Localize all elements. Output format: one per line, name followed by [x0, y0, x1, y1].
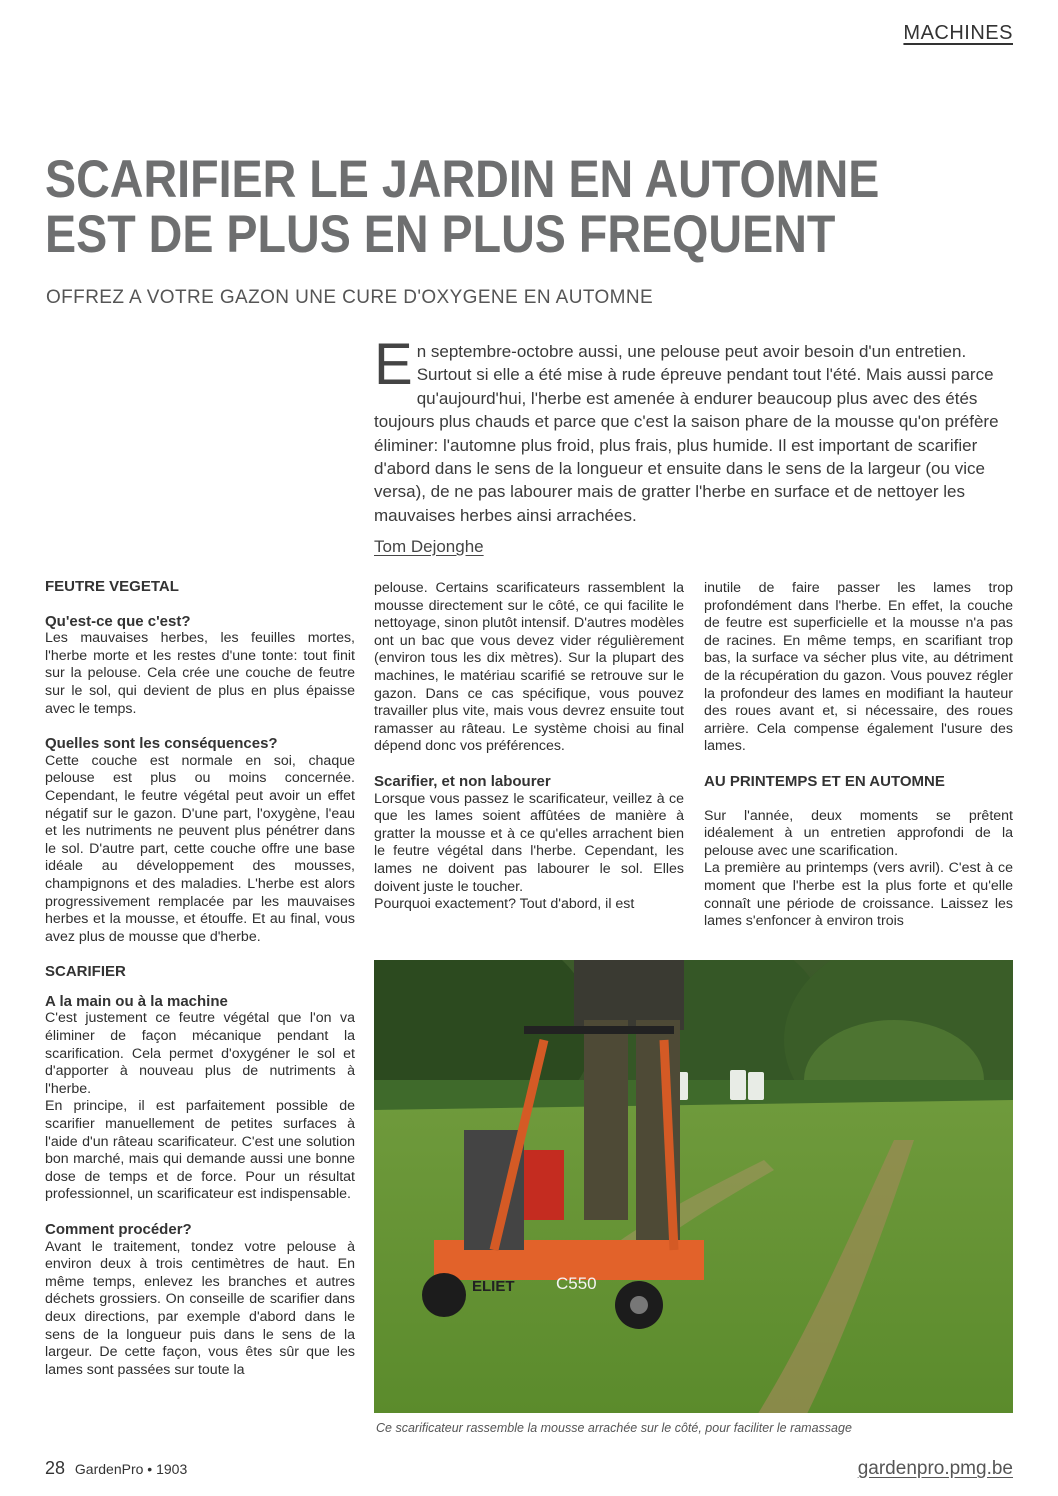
subheading-consequences: Quelles sont les conséquences? — [45, 735, 278, 753]
article-title — [45, 152, 879, 262]
page-number: 28 — [45, 1458, 66, 1478]
intro-text: n septembre-octobre aussi, une pelouse peut avoir besoin d'un entretien. Surtout si elle a été mise à rude épreuve pendant tout l'été. Mais aussi parce qu'aujourd'hui, l'herbe est amenée à endurer beaucoup plus avec des étés toujours plus chauds et parce que c'est la saison phare de la mousse qu'on préfère éliminer: l'automne plus froid, plus frais, plus humide. Il est important de scarifier d'abord dans le sens de la longueur et ensuite dans le sens de la largeur (ou vice versa), de ne pas labourer mais de gratter l'herbe en surface et de nettoyer les mauvaises herbes ainsi arrachées. — [374, 342, 999, 525]
machine-model-label: C550 — [556, 1274, 597, 1293]
paragraph: Sur l'année, deux moments se prêtent idéalement à un entretien approfondi de la pelouse avec une scarification. — [704, 807, 1013, 859]
intro-paragraph — [374, 332, 1010, 527]
footer-left — [45, 1458, 187, 1479]
article-subtitle: OFFREZ A VOTRE GAZON UNE CURE D'OXYGENE EN AUTOMNE — [46, 287, 654, 308]
paragraph: En principe, il est parfaitement possible de scarifier manuellement de petites surfaces à l'aide d'un râteau scarificateur. C'est une solution bon marché, mais qui demande aussi une bonne dose de temps et de force. Pour un résultat professionnel, un scarificateur est indispensable. — [45, 1098, 355, 1203]
subheading-comment-proceder: Comment procéder? — [45, 1221, 192, 1238]
scarifier-photo — [374, 960, 1013, 1413]
column-1 — [45, 578, 355, 1379]
paragraph: Pourquoi exactement? Tout d'abord, il est — [374, 896, 635, 913]
machine-brand-label: ELIET — [472, 1278, 515, 1295]
title-line-2: EST DE PLUS EN PLUS FREQUENT — [45, 205, 836, 264]
paragraph: La première au printemps (vers avril). C'est à ce moment que l'herbe est la plus forte et qu'elle connaît une période de croissance. Laissez les lames s'enfoncer à environ trois — [704, 860, 1013, 930]
heading-scarifier: SCARIFIER — [45, 963, 126, 981]
subheading-non-labourer: Scarifier, et non labourer — [374, 772, 551, 790]
heading-feutre-vegetal: FEUTRE VEGETAL — [45, 578, 179, 595]
paragraph: Lorsque vous passez le scarificateur, veillez à ce que les lames soient affûtées de manière à gratter la mousse et à ce qu'elles arrachent bien le feutre végétal dans l'herbe. Cependant, les lames ne doivent pas labourer le sol. Elles doivent juste le toucher. — [374, 790, 684, 895]
section-tag: MACHINES — [903, 22, 1013, 44]
magazine-issue: GardenPro • 1903 — [74, 1461, 188, 1477]
photo-caption: Ce scarificateur rassemble la mousse arrachée sur le côté, pour faciliter le ramassage — [376, 1421, 852, 1435]
paragraph: Les mauvaises herbes, les feuilles mortes, l'herbe morte et les restes d'une tonte: tout finit sur la pelouse. Cela crée une couche de feutre sur le sol, qui devient de plus en plus épaisse avec le temps. — [45, 630, 355, 717]
intro-dropcap: E — [374, 332, 413, 397]
website-link[interactable]: gardenpro.pmg.be — [857, 1458, 1013, 1479]
subheading-quest-ce: Qu'est-ce que c'est? — [45, 612, 191, 630]
paragraph: pelouse. Certains scarificateurs rassemblent la mousse directement sur le côté, ce qui facilite le nettoyage, sinon plutôt intensif. D'autres modèles ont un bac que vous devez vider régulièrement (environ tous les dix mètres). Sur la plupart des machines, le matériau scarifié se retrouve sur le gazon. Dans ce cas spécifique, vous pouvez travailler plus vite, mais vous devrez ensuite tout ramasser au râteau. Le système choisi au final dépend donc vos préférences. — [374, 580, 684, 755]
subheading-main-machine: A la main ou à la machine — [45, 992, 228, 1010]
paragraph: Avant le traitement, tondez votre pelouse à environ deux à trois centimètres de haut. En même temps, enlevez les branches et autres déchets grossiers. On conseille de scarifier dans deux directions, par exemple d'abord dans le sens de la longueur puis dans le sens de la largeur. De cette façon, vous êtes sûr que les lames sont passées sur toute la — [45, 1238, 355, 1378]
title-line-1: SCARIFIER LE JARDIN EN AUTOMNE — [45, 150, 880, 209]
author-link[interactable]: Tom Dejonghe — [374, 537, 484, 556]
column-2 — [374, 580, 684, 914]
heading-printemps-automne: AU PRINTEMPS ET EN AUTOMNE — [704, 772, 945, 790]
paragraph: Cette couche est normale en soi, chaque pelouse est plus ou moins concernée. Cependant, le feutre végétal peut avoir un effet négatif sur le gazon. D'une part, l'oxygène, l'eau et les nutriments ne peuvent plus pénétrer dans le sol. D'autre part, cette couche offre une base idéale au développement des mousses, champignons et des maladies. L'herbe est alors progressivement remplacée par les mauvaises herbes et la mousse, et étouffe. Et au final, vous avez plus de mousse que d'herbe. — [45, 752, 355, 945]
paragraph: C'est justement ce feutre végétal que l'on va éliminer de façon mécanique pendant la scarification. Cela permet d'oxygéner le sol et d'apporter à nouveau plus de nutriments à l'herbe. — [45, 1010, 355, 1097]
paragraph: inutile de faire passer les lames trop profondément dans l'herbe. En effet, la couche de feutre est superficielle et la mousse n'a pas de racines. En même temps, en scarifiant trop bas, la surface va sécher plus vite, au détriment de la récupération du gazon. Vous pouvez régler la profondeur des lames en modifiant la hauteur des roues avant et, si nécessaire, des roues arrière. Cela compense également l'usure des lames. — [704, 580, 1013, 755]
column-3 — [704, 580, 1013, 931]
